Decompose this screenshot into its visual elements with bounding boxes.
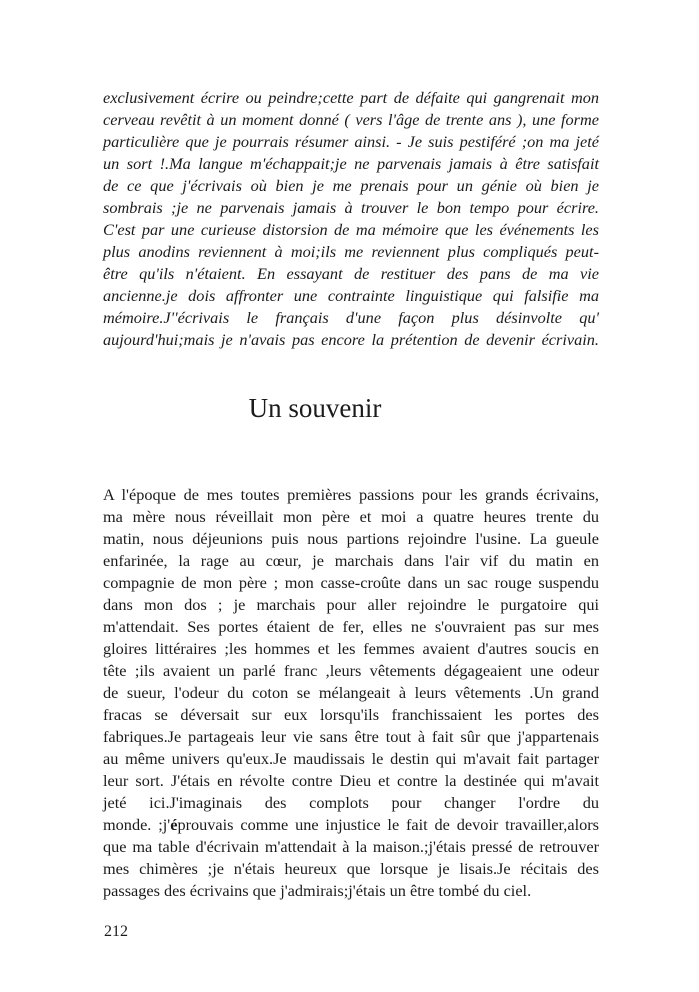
text-line: ma mère nous réveillait mon père et moi a quatre heures trente du [103,507,599,526]
text-line: aujourd'hui;mais je n'avais pas encore la prétention de devenir écrivain. [103,330,599,349]
page-number: 212 [104,923,128,940]
text-line: particulière que je pourrais résumer ainsi. - Je suis pestiféré ;on ma jeté [103,132,599,151]
text-line: ancienne.je dois affronter une contrainte linguistique qui falsifie ma [103,286,599,305]
text-line: dans mon dos ; je marchais pour aller rejoindre le purgatoire qui [103,595,599,614]
text-line: jeté ici.J'imaginais des complots pour changer l'ordre du [103,793,599,812]
text-line: tête ;ils avaient un parlé franc ,leurs vêtements dégageaient une odeur [103,661,599,680]
text-line: de sueur, l'odeur du coton se mélangeait à leurs vêtements .Un grand [103,683,599,702]
text-line: que ma table d'écrivain m'attendait à la maison.;j'étais pressé de retrouver [103,837,599,856]
text-line: au même univers qu'eux.Je maudissais le destin qui m'avait fait partager [103,749,599,768]
text-line: m'attendait. Ses portes étaient de fer, elles ne s'ouvraient pas sur mes [103,617,599,636]
text-line: de ce que j'écrivais où bien je me prenais pour un génie où bien je [103,176,599,195]
text-line: plus anodins reviennent à moi;ils me reviennent plus compliqués peut- [103,242,599,261]
text-line-with-emphasis [103,814,599,836]
text-line: un sort !.Ma langue m'échappait;je ne parvenais jamais à être satisfait [103,154,599,173]
line-segment-bold: é [170,815,178,834]
text-line: exclusivement écrire ou peindre;cette part de défaite qui gangrenait mon [103,88,599,107]
text-line: cerveau revêtit à un moment donné ( vers l'âge de trente ans ), une forme [103,110,599,129]
text-line: A l'époque de mes toutes premières passions pour les grands écrivains, [103,485,599,504]
intro-paragraph [103,87,599,351]
text-line: fabriques.Je partageais leur vie sans être tout à fait sûr que j'appartenais [103,727,599,746]
text-line: mémoire.J''écrivais le français d'une façon plus désinvolte qu' [103,308,599,327]
text-line: fracas se déversait sur eux lorsqu'ils franchissaient les portes des [103,705,599,724]
main-paragraph [103,484,599,902]
chapter-title: Un souvenir [248,393,382,423]
text-line: être qu'ils n'étaient. En essayant de restituer des pans de ma vie [103,264,599,283]
text-line: mes chimères ;je n'étais heureux que lorsque je lisais.Je récitais des [103,859,599,878]
text-line: leur sort. J'étais en révolte contre Dieu et contre la destinée qui m'avait [103,771,599,790]
text-line: compagnie de mon père ; mon casse-croûte dans un sac rouge suspendu [103,573,599,592]
text-line: passages des écrivains que j'admirais;j'étais un être tombé du ciel. [103,881,532,900]
text-line: sombrais ;je ne parvenais jamais à trouver le bon tempo pour écrire. [103,198,599,217]
text-line: matin, nous déjeunions puis nous partions rejoindre l'usine. La gueule [103,529,599,548]
text-line: gloires littéraires ;les hommes et les femmes avaient d'autres soucis en [103,639,599,658]
line-segment: prouvais comme une injustice le fait de devoir travailler,alors [177,815,599,834]
text-line: enfarinée, la rage au cœur, je marchais dans l'air vif du matin en [103,551,599,570]
text-line: C'est par une curieuse distorsion de ma mémoire que les événements les [103,220,599,239]
line-segment: monde. ;j' [103,815,171,834]
